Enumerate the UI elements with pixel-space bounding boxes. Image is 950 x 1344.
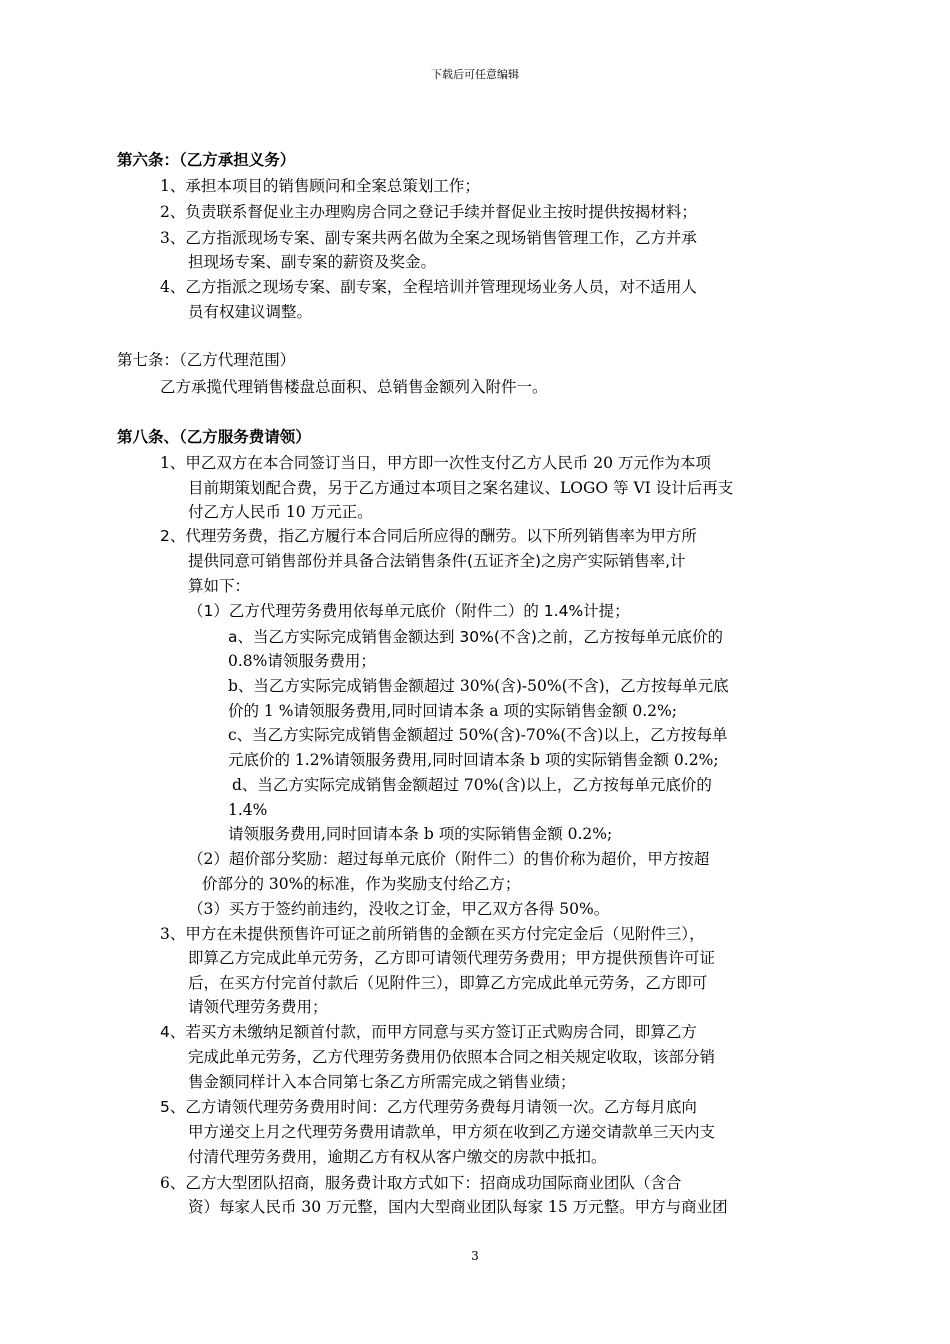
- text-line: 3、甲方在未提供预售许可证之前所销售的金额在买方付完定金后（见附件三），: [160, 925, 705, 943]
- text-line: 2、负责联系督促业主办理购房合同之登记手续并督促业主按时提供按揭材料；: [160, 203, 697, 221]
- page-number: 3: [471, 1249, 479, 1263]
- text-line: 乙方承揽代理销售楼盘总面积、总销售金额列入附件一。: [160, 378, 548, 396]
- text-line: 员有权建议调整。: [188, 303, 313, 321]
- text-line: 后，在买方付完首付款后（见附件三），即算乙方完成此单元劳务，乙方即可: [188, 974, 708, 992]
- text-line: 1、甲乙双方在本合同签订当日，甲方即一次性支付乙方人民币 20 万元作为本项: [160, 454, 711, 472]
- text-line: 目前期策划配合费，另于乙方通过本项目之案名建议、LOGO 等 VI 设计后再支: [188, 479, 734, 497]
- text-line: b、当乙方实际完成销售金额超过 30%(含)-50%(不含)，乙方按每单元底: [228, 677, 729, 695]
- text-line: a、当乙方实际完成销售金额达到 30%(不含)之前，乙方按每单元底价的: [228, 628, 723, 646]
- text-line: 即算乙方完成此单元劳务，乙方即可请领代理劳务费用；甲方提供预售许可证: [188, 949, 716, 967]
- text-line: 完成此单元劳务，乙方代理劳务费用仍依照本合同之相关规定收取，该部分销: [188, 1048, 716, 1066]
- page-header: 下载后可任意编辑: [431, 68, 519, 81]
- article-7-heading: 第七条：（乙方代理范围）: [117, 351, 296, 369]
- text-line: 6、乙方大型团队招商，服务费计取方式如下：招商成功国际商业团队（含合: [160, 1174, 682, 1192]
- text-line: （1）乙方代理劳务费用依每单元底价（附件二）的 1.4%计提；: [188, 602, 630, 620]
- text-line: （3）买方于签约前违约，没收之订金，甲乙双方各得 50%。: [188, 900, 610, 918]
- text-line: 请领代理劳务费用；: [188, 998, 328, 1016]
- text-line: 算如下：: [188, 577, 251, 595]
- text-line: c、当乙方实际完成销售金额超过 50%(含)-70%(不含)以上，乙方按每单: [228, 726, 728, 744]
- text-line: 请领服务费用,同时回请本条 b 项的实际销售金额 0.2%;: [228, 825, 613, 843]
- text-line: 付清代理劳务费用，逾期乙方有权从客户缴交的房款中抵扣。: [188, 1148, 607, 1166]
- article-8-heading: 第八条、（乙方服务费请领）: [117, 428, 311, 446]
- text-line: （2）超价部分奖励：超过每单元底价（附件二）的售价称为超价，甲方按超: [188, 850, 710, 868]
- text-line: 资）每家人民币 30 万元整，国内大型商业团队每家 15 万元整。甲方与商业团: [188, 1198, 728, 1216]
- text-line: 付乙方人民币 10 万元正。: [188, 503, 373, 521]
- text-line: 4、若买方未缴纳足额首付款，而甲方同意与买方签订正式购房合同，即算乙方: [160, 1023, 697, 1041]
- article-6-heading: 第六条：（乙方承担义务）: [117, 151, 296, 169]
- text-line: 2、代理劳务费，指乙方履行本合同后所应得的酬劳。以下所列销售率为甲方所: [160, 527, 697, 545]
- text-line: 担现场专案、副专案的薪资及奖金。: [188, 253, 437, 271]
- text-line: 1.4%: [228, 801, 268, 819]
- text-line: 3、乙方指派现场专案、副专案共两名做为全案之现场销售管理工作，乙方并承: [160, 229, 697, 247]
- text-line: 价部分的 30%的标准，作为奖励支付给乙方；: [202, 875, 521, 893]
- text-line: 5、乙方请领代理劳务费用时间：乙方代理劳务费每月请领一次。乙方每月底向: [160, 1098, 697, 1116]
- text-line: 元底价的 1.2%请领服务费用,同时回请本条 b 项的实际销售金额 0.2%;: [228, 751, 719, 769]
- text-line: 价的 1 %请领服务费用,同时回请本条 a 项的实际销售金额 0.2%;: [228, 702, 677, 720]
- text-line: 甲方递交上月之代理劳务费用请款单，甲方须在收到乙方递交请款单三天内支: [188, 1123, 716, 1141]
- text-line: 售金额同样计入本合同第七条乙方所需完成之销售业绩；: [188, 1073, 576, 1091]
- text-line: 0.8%请领服务费用；: [228, 652, 376, 670]
- text-line: 提供同意可销售部份并具备合法销售条件(五证齐全)之房产实际销售率,计: [188, 552, 686, 570]
- text-line: d、当乙方实际完成销售金额超过 70%(含)以上，乙方按每单元底价的: [232, 776, 712, 794]
- text-line: 4、乙方指派之现场专案、副专案，全程培训并管理现场业务人员，对不适用人: [160, 278, 697, 296]
- text-line: 1、承担本项目的销售顾问和全案总策划工作；: [160, 177, 480, 195]
